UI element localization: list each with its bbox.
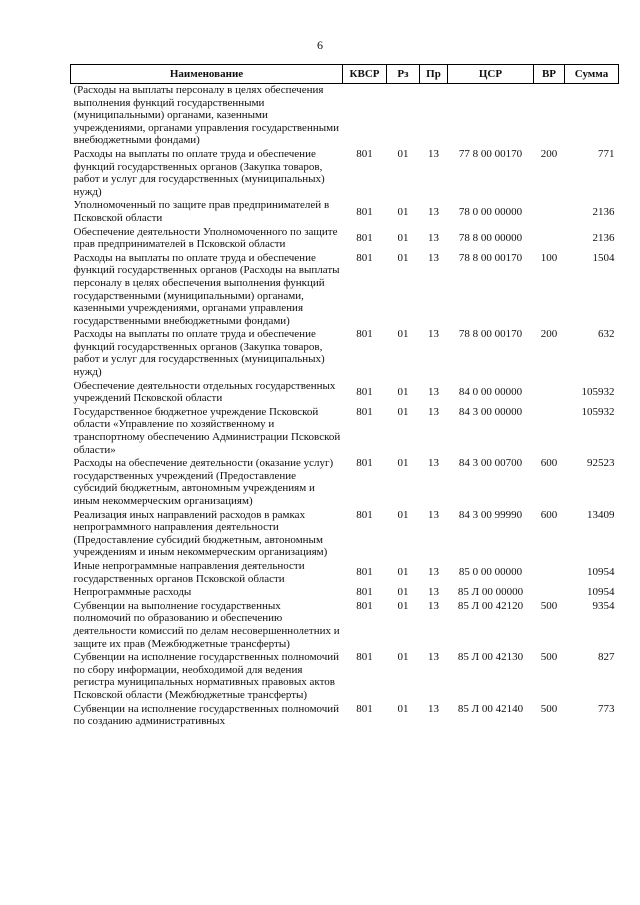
cell-name: Расходы на выплаты по оплате труда и обеспечение функций государственных органов (Закупка товаров, работ и услуг для государственных (муниципальных) нужд) xyxy=(73,328,325,379)
cell-vr: 200 xyxy=(540,328,558,341)
cell-rz: 01 xyxy=(397,251,409,264)
cell-sum: 2136 xyxy=(592,205,615,218)
cell-pr: 13 xyxy=(428,599,439,612)
cell-pr: 13 xyxy=(428,205,439,218)
table-body xyxy=(71,84,619,729)
cell-sum: 92523 xyxy=(587,457,615,470)
cell-csr: 78 8 00 00170 xyxy=(458,328,523,341)
cell-sum: 773 xyxy=(598,702,615,715)
cell-name: Субвенции на выполнение государственных полномочий по образованию и обеспечению деятельности комиссий по делам несовершеннолетних и защите их прав (Межбюджетные трансферты) xyxy=(73,599,340,650)
cell-kvsr: 801 xyxy=(356,702,373,715)
cell-sum: 771 xyxy=(598,147,615,160)
cell-pr: 13 xyxy=(428,586,439,599)
cell-vr: 600 xyxy=(540,508,558,521)
table-header xyxy=(71,65,619,84)
cell-kvsr: 801 xyxy=(356,328,373,341)
table-row xyxy=(71,703,619,729)
cell-kvsr: 801 xyxy=(356,231,373,244)
table-row xyxy=(71,406,619,457)
cell-kvsr: 801 xyxy=(356,205,373,218)
cell-sum: 105932 xyxy=(581,405,615,418)
cell-vr: 600 xyxy=(540,457,558,470)
column-header-pr: Пр xyxy=(420,65,448,84)
cell-vr xyxy=(534,406,565,457)
cell-rz: 01 xyxy=(397,457,409,470)
table-row xyxy=(71,457,619,508)
cell-name: Иные непрограммные направления деятельности государственных органов Псковской области xyxy=(73,559,305,585)
cell-rz: 01 xyxy=(397,385,409,398)
cell-kvsr: 801 xyxy=(356,651,373,664)
cell-name: Непрограммные расходы xyxy=(73,586,192,599)
cell-pr: 13 xyxy=(428,566,439,579)
cell-vr: 200 xyxy=(540,147,558,160)
cell-rz: 01 xyxy=(397,508,409,521)
cell-vr xyxy=(534,380,565,406)
table-row xyxy=(71,651,619,702)
cell-kvsr: 801 xyxy=(356,251,373,264)
cell-kvsr: 801 xyxy=(356,147,373,160)
cell-kvsr: 801 xyxy=(356,385,373,398)
cell-rz: 01 xyxy=(397,405,409,418)
cell-pr: 13 xyxy=(428,651,439,664)
cell-csr: 84 3 00 99990 xyxy=(458,508,523,521)
table-row xyxy=(71,84,619,148)
cell-sum: 10954 xyxy=(587,566,615,579)
table-row xyxy=(71,560,619,586)
cell-name: Обеспечение деятельности Уполномоченного по защите прав предпринимателей в Псковской области xyxy=(73,225,338,251)
table-row xyxy=(71,199,619,225)
cell-pr: 13 xyxy=(428,328,439,341)
cell-vr xyxy=(534,560,565,586)
cell-rz: 01 xyxy=(397,702,409,715)
cell-rz: 01 xyxy=(397,566,409,579)
cell-rz xyxy=(387,84,420,148)
cell-name: Расходы на выплаты по оплате труда и обеспечение функций государственных органов (Закупка товаров, работ и услуг для государственных (муниципальных) нужд) xyxy=(73,147,325,198)
cell-rz: 01 xyxy=(397,651,409,664)
table-row xyxy=(71,586,619,600)
cell-rz: 01 xyxy=(397,205,409,218)
cell-csr: 77 8 00 00170 xyxy=(458,147,523,160)
table-row xyxy=(71,328,619,379)
cell-kvsr: 801 xyxy=(356,457,373,470)
table-row xyxy=(71,509,619,560)
cell-csr: 85 Л 00 42140 xyxy=(457,702,524,715)
cell-vr xyxy=(534,84,565,148)
cell-name: Обеспечение деятельности отдельных государственных учреждений Псковской области xyxy=(73,379,336,405)
table-row xyxy=(71,148,619,199)
cell-sum: 105932 xyxy=(581,385,615,398)
cell-sum: 827 xyxy=(598,651,615,664)
cell-csr: 85 Л 00 00000 xyxy=(457,586,524,599)
cell-pr: 13 xyxy=(428,508,439,521)
cell-csr: 84 3 00 00000 xyxy=(458,405,523,418)
cell-vr xyxy=(534,226,565,252)
cell-rz: 01 xyxy=(397,599,409,612)
cell-vr xyxy=(534,199,565,225)
cell-name: Реализация иных направлений расходов в рамках непрограммного направления деятельности (Предоставление субсидий бюджетным, автономным учреждениям и иным некоммерческим организациям) xyxy=(73,508,328,559)
cell-vr xyxy=(534,586,565,600)
column-header-kvsr: КВСР xyxy=(343,65,387,84)
cell-pr: 13 xyxy=(428,385,439,398)
cell-csr: 78 0 00 00000 xyxy=(458,205,523,218)
table-row xyxy=(71,226,619,252)
cell-name: Субвенции на исполнение государственных полномочий по сбору информации, необходимой для ведения регистра муниципальных нормативных правовых актов Псковской области (Межбюджетные трансферты) xyxy=(73,651,340,701)
cell-sum: 10954 xyxy=(587,586,615,599)
budget-table xyxy=(70,64,619,729)
cell-sum: 632 xyxy=(598,328,615,341)
cell-kvsr xyxy=(343,84,387,148)
cell-pr xyxy=(420,84,448,148)
cell-csr: 84 0 00 00000 xyxy=(458,385,523,398)
cell-csr: 78 8 00 00170 xyxy=(458,251,523,264)
cell-name: Субвенции на исполнение государственных полномочий по созданию административных xyxy=(73,702,340,728)
cell-csr: 84 3 00 00700 xyxy=(458,457,523,470)
cell-pr: 13 xyxy=(428,231,439,244)
cell-kvsr: 801 xyxy=(356,566,373,579)
cell-rz: 01 xyxy=(397,586,409,599)
cell-kvsr: 801 xyxy=(356,586,373,599)
cell-pr: 13 xyxy=(428,405,439,418)
cell-name: (Расходы на выплаты персоналу в целях обеспечения выполнения функций государственными (муниципальными) органами, казенными учреждениями, органами управления государственными внебюджетными фондами) xyxy=(73,84,339,147)
table-row xyxy=(71,252,619,329)
column-header-sum: Сумма xyxy=(565,65,619,84)
cell-sum: 2136 xyxy=(592,231,615,244)
table-row xyxy=(71,600,619,651)
cell-rz: 01 xyxy=(397,328,409,341)
cell-sum: 9354 xyxy=(592,599,615,612)
cell-csr: 85 0 00 00000 xyxy=(458,566,523,579)
cell-csr: 85 Л 00 42130 xyxy=(457,651,524,664)
cell-kvsr: 801 xyxy=(356,508,373,521)
cell-csr xyxy=(448,84,534,148)
column-header-rz: Рз xyxy=(387,65,420,84)
cell-rz: 01 xyxy=(397,231,409,244)
cell-vr: 100 xyxy=(540,251,558,264)
cell-name: Уполномоченный по защите прав предпринимателей в Псковской области xyxy=(73,199,330,224)
cell-csr: 85 Л 00 42120 xyxy=(457,599,524,612)
cell-name: Расходы на выплаты по оплате труда и обеспечение функций государственных органов (Расходы на выплаты персоналу в целях обеспечения выполнения функций государственными (муниципальными) органами, казенными учреждениями, органами управления государственными внебюджетными фондами) xyxy=(73,251,340,327)
cell-kvsr: 801 xyxy=(356,599,373,612)
cell-csr: 78 8 00 00000 xyxy=(458,231,523,244)
cell-pr: 13 xyxy=(428,251,439,264)
page-number: 6 xyxy=(317,38,323,52)
cell-vr: 500 xyxy=(540,702,558,715)
cell-sum: 1504 xyxy=(592,251,615,264)
column-header-csr: ЦСР xyxy=(448,65,534,84)
cell-pr: 13 xyxy=(428,457,439,470)
table-row xyxy=(71,380,619,406)
cell-name: Расходы на обеспечение деятельности (оказание услуг) государственных учреждений (Предоставление субсидий бюджетным, автономным учреждениям и иным некоммерческим организациям) xyxy=(73,457,334,507)
cell-kvsr: 801 xyxy=(356,405,373,418)
cell-pr: 13 xyxy=(428,147,439,160)
cell-vr: 500 xyxy=(540,599,558,612)
cell-name: Государственное бюджетное учреждение Псковской области «Управление по хозяйственному и транспортному обеспечению Администрации Псковской области» xyxy=(73,405,341,456)
column-header-name: Наименование xyxy=(71,65,343,84)
cell-sum: 13409 xyxy=(587,508,615,521)
column-header-vr: ВР xyxy=(534,65,565,84)
cell-pr: 13 xyxy=(428,702,439,715)
cell-sum xyxy=(565,84,619,148)
cell-rz: 01 xyxy=(397,147,409,160)
cell-vr: 500 xyxy=(540,651,558,664)
